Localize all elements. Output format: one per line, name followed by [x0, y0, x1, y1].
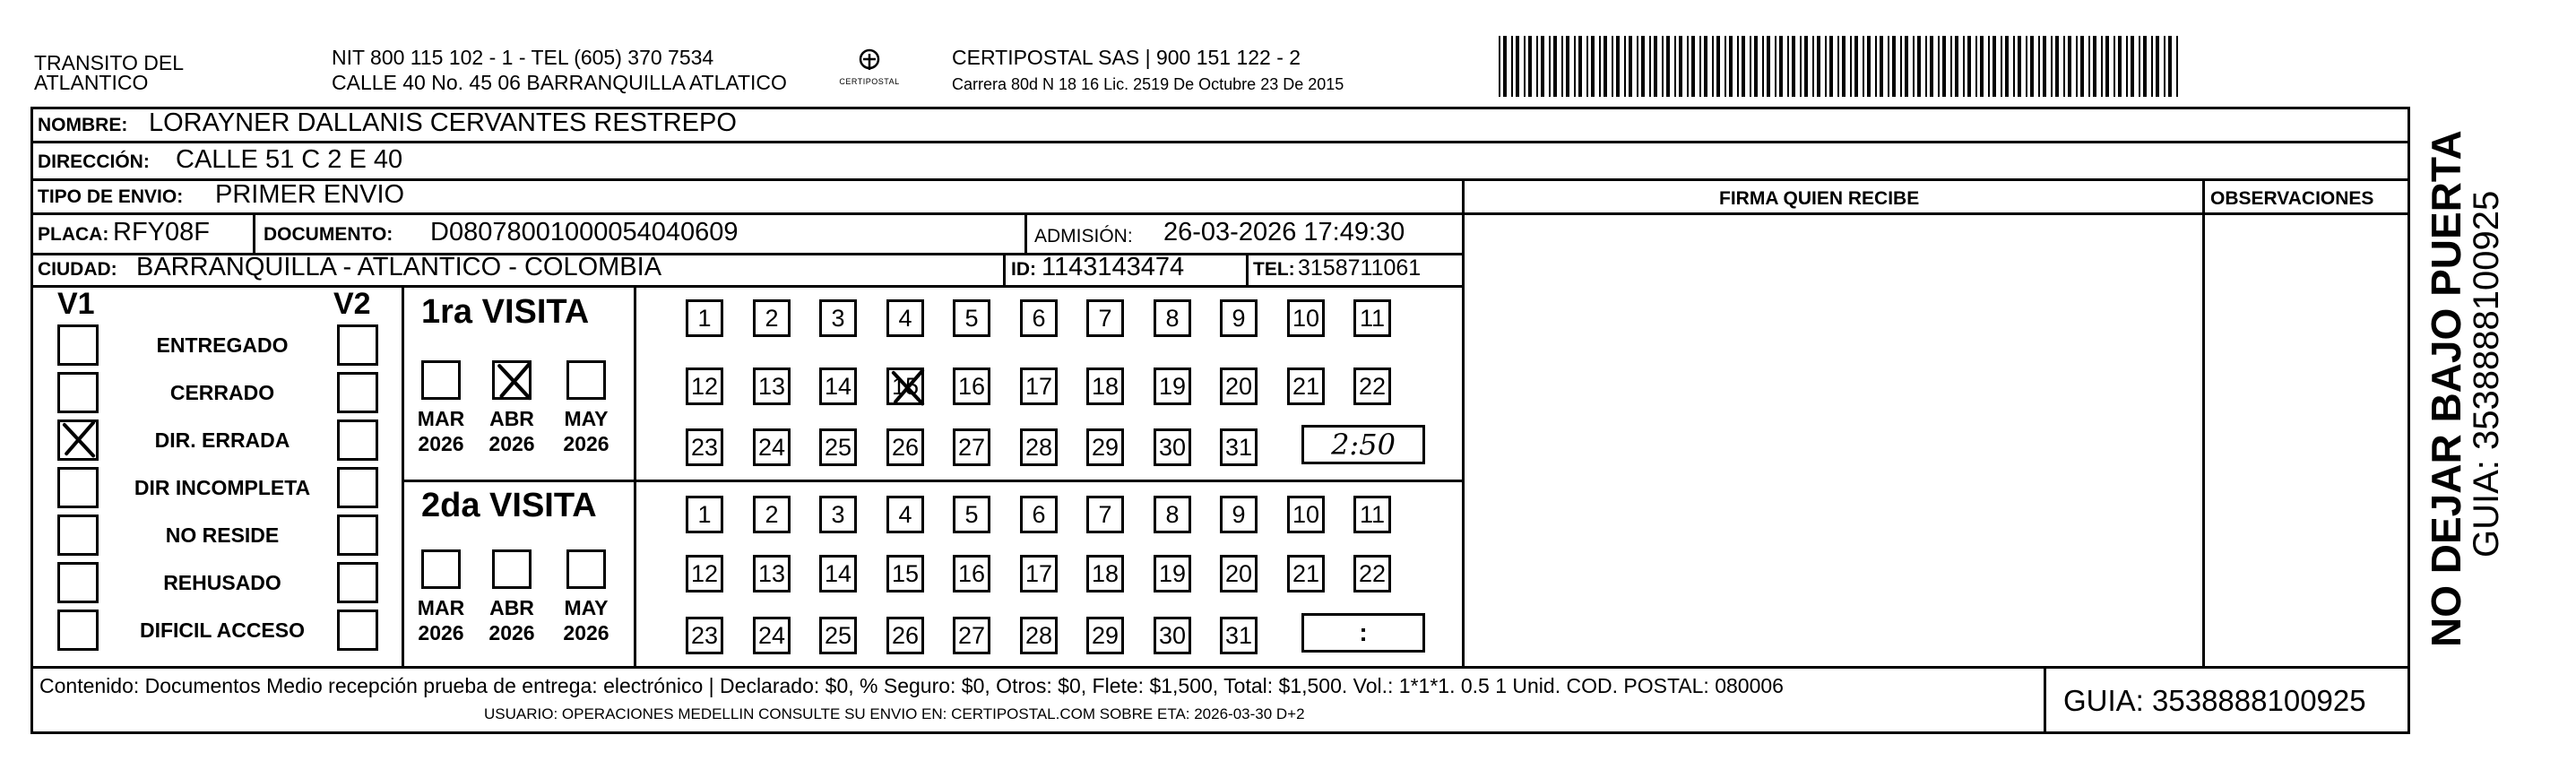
v1-header: V1	[57, 287, 95, 321]
certipostal-logo	[838, 47, 901, 96]
visit2-day-box[interactable]	[1353, 496, 1391, 533]
tel-value: 3158711061	[1298, 255, 1422, 281]
col-divider	[253, 212, 255, 253]
visit2-day-number: 30	[1158, 622, 1187, 649]
visit2-day-box[interactable]	[886, 617, 924, 654]
visit1-time: 2:50	[1331, 428, 1396, 462]
visit2-year-label: 2026	[418, 621, 464, 644]
status-label: DIR INCOMPLETA	[134, 476, 311, 499]
observaciones-header: OBSERVACIONES	[2210, 188, 2374, 209]
right-header-divider	[1465, 212, 2410, 215]
visit1-day-number: 17	[1024, 373, 1053, 400]
visit1-day-number: 20	[1224, 373, 1253, 400]
ciudad-label: CIUDAD:	[38, 259, 117, 280]
visit1-day-box[interactable]	[1220, 299, 1258, 337]
visit2-month-checkbox[interactable]	[492, 549, 532, 589]
visit1-day-box[interactable]	[1154, 368, 1191, 405]
visit2-day-box[interactable]	[686, 617, 723, 654]
visit1-day-box[interactable]	[953, 299, 990, 337]
visit2-day-number: 27	[957, 622, 986, 649]
visit2-day-number: 3	[831, 501, 845, 528]
visit1-day-number: 5	[964, 305, 979, 332]
placa-value: RFY08F	[113, 218, 210, 246]
check-mark	[887, 367, 929, 408]
col-divider	[402, 285, 404, 666]
visit2-day-box[interactable]	[819, 617, 857, 654]
v2-checkbox[interactable]	[337, 467, 378, 508]
visit2-day-number: 7	[1098, 501, 1112, 528]
visit2-month-checkbox[interactable]	[421, 549, 461, 589]
visit1-year-label: 2026	[563, 432, 609, 455]
visit1-day-number: 7	[1098, 305, 1112, 332]
visit1-day-number: 6	[1032, 305, 1046, 332]
visit1-day-box[interactable]	[1220, 428, 1258, 466]
placa-label: PLACA:	[38, 224, 109, 245]
visit1-day-number: 14	[824, 373, 852, 400]
carrier-address: Carrera 80d N 18 16 Lic. 2519 De Octubre 23 De 2015	[952, 75, 1344, 93]
visit1-month-checkbox[interactable]	[566, 360, 606, 400]
visit1-day-number: 24	[757, 434, 786, 461]
visit2-day-box[interactable]	[1086, 496, 1124, 533]
status-label: REHUSADO	[163, 571, 281, 594]
direccion-value: CALLE 51 C 2 E 40	[176, 145, 403, 174]
status-label: DIR. ERRADA	[154, 428, 290, 452]
visit1-day-number: 8	[1165, 305, 1180, 332]
visit2-day-number: 10	[1292, 501, 1320, 528]
visit2-day-box[interactable]	[1287, 496, 1325, 533]
col-divider	[1246, 253, 1249, 285]
visit2-day-box[interactable]	[686, 555, 723, 592]
documento-label: DOCUMENTO:	[264, 224, 393, 245]
visit2-day-number: 18	[1091, 560, 1119, 587]
col-divider	[1003, 253, 1006, 285]
visit2-day-box[interactable]	[953, 555, 990, 592]
visit2-day-number: 4	[898, 501, 912, 528]
v2-checkbox[interactable]	[337, 515, 378, 556]
v2-checkbox[interactable]	[337, 324, 378, 366]
footer-divider	[30, 666, 2410, 669]
company-name-line1: TRANSITO DEL	[34, 51, 184, 74]
visit1-day-number: 29	[1091, 434, 1119, 461]
visit2-day-number: 19	[1158, 560, 1187, 587]
visit2-month-label: ABR	[489, 596, 534, 619]
v2-checkbox[interactable]	[337, 372, 378, 413]
visit1-day-number: 23	[690, 434, 719, 461]
visit1-day-box[interactable]	[1086, 428, 1124, 466]
visit2-day-box[interactable]	[819, 496, 857, 533]
id-value: 1143143474	[1042, 253, 1185, 281]
company-name-line2: ATLANTICO	[34, 71, 149, 94]
carrier-line: CERTIPOSTAL SAS | 900 151 122 - 2	[952, 46, 1301, 69]
visit1-day-box[interactable]	[753, 428, 791, 466]
visit1-day-box[interactable]	[753, 368, 791, 405]
visit1-day-number: 18	[1091, 373, 1119, 400]
id-label: ID:	[1011, 259, 1036, 280]
visit1-day-number: 27	[957, 434, 986, 461]
status-label: DIFICIL ACCESO	[139, 618, 305, 642]
visit2-day-box[interactable]	[1220, 496, 1258, 533]
visit1-day-box[interactable]	[1353, 368, 1391, 405]
visit2-day-box[interactable]	[953, 496, 990, 533]
address-line: CALLE 40 No. 45 06 BARRANQUILLA ATLATICO	[332, 71, 787, 94]
firma-header: FIRMA QUIEN RECIBE	[1719, 188, 1920, 209]
visit1-day-number: 9	[1232, 305, 1246, 332]
tipo-envio-value: PRIMER ENVIO	[215, 180, 405, 209]
visit2-day-box[interactable]	[686, 496, 723, 533]
col-divider	[2202, 178, 2205, 669]
visit2-day-number: 13	[757, 560, 786, 587]
visit2-year-label: 2026	[488, 621, 535, 644]
visit1-day-box[interactable]	[819, 299, 857, 337]
visit1-month-checkbox[interactable]	[492, 360, 532, 400]
visit1-day-number: 26	[891, 434, 920, 461]
visit2-day-number: 9	[1232, 501, 1246, 528]
visit2-day-box[interactable]	[1287, 555, 1325, 592]
visit2-day-number: 24	[757, 622, 786, 649]
visit1-day-box[interactable]	[686, 428, 723, 466]
visit2-day-box[interactable]	[1020, 555, 1058, 592]
visit2-day-box[interactable]	[753, 617, 791, 654]
row-divider	[30, 285, 1465, 288]
col-divider	[2044, 666, 2046, 734]
visit1-day-number: 11	[1359, 305, 1386, 332]
visit1-day-number: 15	[891, 373, 920, 400]
direccion-label: DIRECCIÓN:	[38, 151, 150, 172]
visit1-month-label: MAY	[564, 407, 609, 430]
visit1-title: 1ra VISITA	[421, 293, 590, 331]
visit1-day-box[interactable]	[1220, 368, 1258, 405]
visit2-day-number: 14	[824, 560, 852, 587]
v2-checkbox[interactable]	[337, 610, 378, 651]
visit1-day-number: 30	[1158, 434, 1187, 461]
tel-label: TEL:	[1253, 259, 1295, 280]
visit1-day-box[interactable]	[1287, 299, 1325, 337]
visit1-day-number: 31	[1224, 434, 1253, 461]
visit2-day-number: 21	[1292, 560, 1320, 587]
visit2-day-number: 22	[1358, 560, 1387, 587]
nombre-label: NOMBRE:	[38, 115, 128, 135]
visit1-day-number: 10	[1292, 305, 1320, 332]
visit2-day-number: 1	[697, 501, 712, 528]
visit2-day-box[interactable]	[1086, 555, 1124, 592]
visit1-day-box[interactable]	[1020, 368, 1058, 405]
visit2-day-number: 20	[1224, 560, 1253, 587]
visit1-day-box[interactable]	[953, 368, 990, 405]
visit1-day-box[interactable]	[886, 299, 924, 337]
visit2-time: :	[1359, 618, 1368, 646]
status-label: NO RESIDE	[165, 523, 280, 547]
visit2-day-box[interactable]	[1020, 496, 1058, 533]
visit1-day-number: 25	[824, 434, 852, 461]
row-divider	[30, 212, 1465, 215]
visit1-day-box[interactable]	[886, 428, 924, 466]
visit1-day-number: 28	[1024, 434, 1053, 461]
visit1-day-box[interactable]	[1353, 299, 1391, 337]
col-divider	[634, 285, 636, 666]
visit1-day-box[interactable]	[1154, 428, 1191, 466]
visit1-time-box[interactable]	[1301, 425, 1425, 464]
col-divider	[1024, 212, 1027, 253]
visit1-year-label: 2026	[488, 432, 535, 455]
visit2-day-box[interactable]	[953, 617, 990, 654]
visit2-day-number: 6	[1032, 501, 1046, 528]
visit1-day-box[interactable]	[886, 368, 924, 405]
visit1-day-box[interactable]	[753, 299, 791, 337]
visit1-day-box[interactable]	[1287, 368, 1325, 405]
visit1-day-number: 2	[765, 305, 779, 332]
status-label: CERRADO	[169, 381, 275, 404]
visit1-day-box[interactable]	[1020, 299, 1058, 337]
visit1-day-number: 21	[1292, 373, 1320, 400]
visit-divider	[402, 480, 1465, 482]
visit2-day-box[interactable]	[1220, 617, 1258, 654]
admision-label: ADMISIÓN:	[1034, 226, 1133, 246]
admision-value: 26-03-2026 17:49:30	[1163, 218, 1405, 246]
visit2-day-number: 16	[957, 560, 986, 587]
visit2-day-number: 15	[891, 560, 920, 587]
visit2-month-checkbox[interactable]	[566, 549, 606, 589]
visit1-day-number: 13	[757, 373, 786, 400]
tipo-envio-label: TIPO DE ENVIO:	[38, 186, 184, 207]
visit1-month-label: MAR	[417, 407, 465, 430]
side-warning: NO DEJAR BAJO PUERTA	[2423, 130, 2469, 647]
visit2-day-box[interactable]	[1220, 555, 1258, 592]
visit2-time-box[interactable]	[1301, 613, 1425, 653]
visit2-day-number: 17	[1024, 560, 1053, 587]
v2-checkbox[interactable]	[337, 562, 378, 603]
visit2-month-label: MAY	[564, 596, 609, 619]
footer-subline: USUARIO: OPERACIONES MEDELLIN CONSULTE SU ENVIO EN: CERTIPOSTAL.COM SOBRE ETA: 2026-03-30 D+2	[484, 705, 1305, 722]
visit2-day-number: 29	[1091, 622, 1119, 649]
visit2-day-box[interactable]	[1086, 617, 1124, 654]
visit1-day-box[interactable]	[686, 368, 723, 405]
contenido-text: Contenido: Documentos Medio recepción prueba de entrega: electrónico | Declarado: $0, % Seguro: $0, Otros: $0, Flete: $1,500, Total: $1,500. Vol.: 1*1*1. 0.5 1 Unid. COD. POSTAL: 080006	[39, 674, 1784, 697]
visit1-day-box[interactable]	[953, 428, 990, 466]
visit2-day-box[interactable]	[1154, 555, 1191, 592]
visit2-day-number: 11	[1359, 501, 1386, 528]
visit1-day-number: 19	[1158, 373, 1187, 400]
visit2-day-box[interactable]	[1020, 617, 1058, 654]
visit2-day-number: 5	[964, 501, 979, 528]
col-divider	[1462, 178, 1465, 669]
visit2-day-number: 23	[690, 622, 719, 649]
status-label: ENTREGADO	[156, 333, 289, 357]
visit2-day-box[interactable]	[819, 555, 857, 592]
visit2-day-box[interactable]	[1154, 617, 1191, 654]
visit1-day-box[interactable]	[1020, 428, 1058, 466]
visit1-year-label: 2026	[418, 432, 464, 455]
visit1-day-box[interactable]	[686, 299, 723, 337]
side-guia: GUIA: 3538888100925	[2467, 190, 2506, 558]
visit2-day-number: 12	[690, 560, 719, 587]
visit2-day-number: 26	[891, 622, 920, 649]
row-divider	[30, 141, 2410, 143]
visit1-day-box[interactable]	[1086, 299, 1124, 337]
logo-text: CERTIPOSTAL	[839, 77, 900, 86]
visit2-day-box[interactable]	[1154, 496, 1191, 533]
visit1-day-number: 22	[1358, 373, 1387, 400]
v2-header: V2	[333, 287, 371, 321]
visit1-day-box[interactable]	[1086, 368, 1124, 405]
visit1-month-checkbox[interactable]	[421, 360, 461, 400]
barcode	[1499, 36, 2185, 97]
visit2-day-box[interactable]	[1353, 555, 1391, 592]
visit2-day-box[interactable]	[753, 496, 791, 533]
visit1-day-box[interactable]	[1154, 299, 1191, 337]
documento-value: D08078001000054040609	[430, 218, 739, 246]
visit1-month-label: ABR	[489, 407, 534, 430]
ciudad-value: BARRANQUILLA - ATLANTICO - COLOMBIA	[136, 253, 662, 281]
visit2-day-number: 31	[1224, 622, 1253, 649]
visit2-title: 2da VISITA	[421, 487, 597, 524]
check-mark	[493, 359, 536, 402]
nit-line: NIT 800 115 102 - 1 - TEL (605) 370 7534	[332, 46, 714, 69]
visit2-day-number: 25	[824, 622, 852, 649]
visit2-day-number: 28	[1024, 622, 1053, 649]
visit2-day-number: 8	[1165, 501, 1180, 528]
visit2-day-box[interactable]	[753, 555, 791, 592]
visit1-day-box[interactable]	[819, 428, 857, 466]
nombre-value: LORAYNER DALLANIS CERVANTES RESTREPO	[149, 108, 737, 137]
visit1-day-number: 16	[957, 373, 986, 400]
visit2-day-box[interactable]	[886, 496, 924, 533]
visit2-month-label: MAR	[417, 596, 465, 619]
visit1-day-box[interactable]	[819, 368, 857, 405]
visit1-day-number: 4	[898, 305, 912, 332]
v2-checkbox[interactable]	[337, 419, 378, 461]
visit1-day-number: 3	[831, 305, 845, 332]
visit2-year-label: 2026	[563, 621, 609, 644]
visit2-day-number: 2	[765, 501, 779, 528]
visit2-day-box[interactable]	[886, 555, 924, 592]
visit1-day-number: 12	[690, 373, 719, 400]
visit1-day-number: 1	[697, 305, 712, 332]
guia-box: GUIA: 3538888100925	[2063, 684, 2366, 717]
